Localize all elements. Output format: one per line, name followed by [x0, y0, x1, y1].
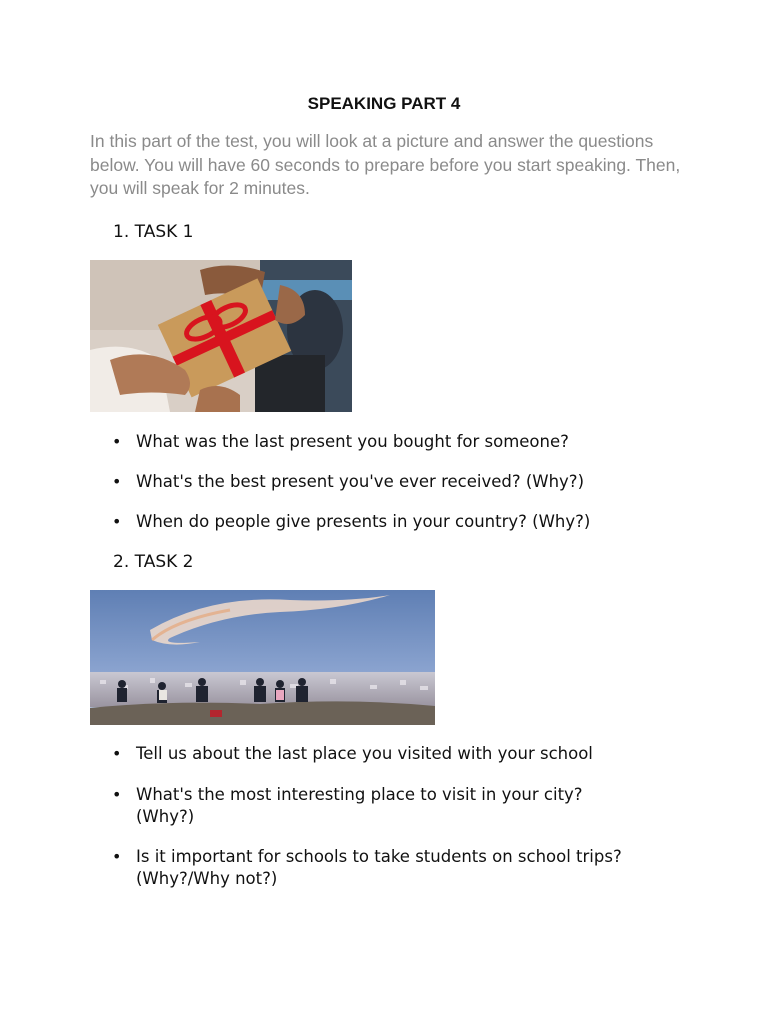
task2-heading: 2. TASK 2: [113, 552, 194, 572]
list-item: • When do people give presents in your country? (Why?): [112, 511, 692, 533]
page-title: SPEAKING PART 4: [307, 94, 461, 113]
task1-questions: [112, 431, 692, 533]
list-item: • What's the best present you've ever received? (Why?): [112, 471, 692, 493]
task1-heading: 1. TASK 1: [113, 222, 194, 242]
intro-paragraph: In this part of the test, you will look at a picture and answer the questions below. You will have 60 seconds to prepare before you start speaking. Then, you will speak for 2 minutes.: [90, 131, 681, 198]
list-item: • What was the last present you bought for someone?: [112, 431, 692, 453]
gift-photo: [90, 260, 352, 412]
list-item: • What's the most interesting place to visit in your city? (Why?): [112, 784, 636, 828]
list-item: • Is it important for schools to take students on school trips? (Why?/Why not?): [112, 846, 681, 890]
list-item: • Tell us about the last place you visited with your school: [112, 743, 692, 765]
city-view-photo: [90, 590, 435, 725]
task2-questions: [112, 743, 692, 890]
